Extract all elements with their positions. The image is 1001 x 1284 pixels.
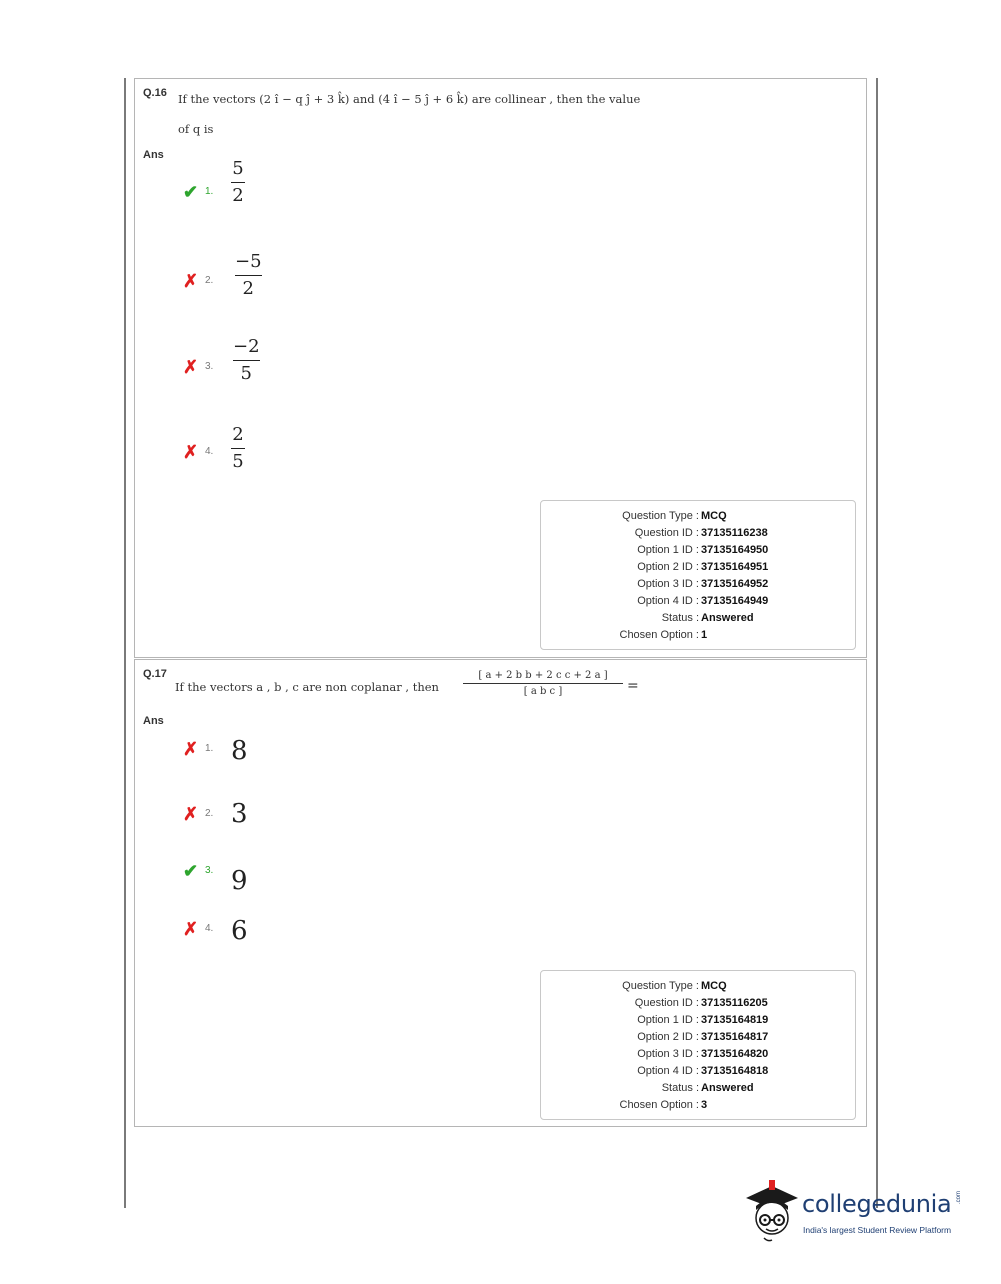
answer-label: Ans: [143, 715, 164, 727]
question-16-panel: [134, 78, 867, 658]
question-number: Q.17: [143, 668, 167, 680]
option-number: 1.: [205, 743, 214, 754]
fraction-denominator: [ a b c ]: [523, 686, 563, 697]
fraction-denominator: 2: [232, 185, 244, 206]
option-number: 3.: [205, 361, 214, 372]
info-row: Option 2 ID : 37135164817: [637, 1031, 769, 1043]
logo-tagline: India's largest Student Review Platform: [803, 1225, 952, 1235]
question-text: If the vectors a , b , c are non coplanar , then: [175, 680, 439, 694]
fraction-denominator: 2: [242, 278, 254, 299]
wrong-cross-icon: ✗: [183, 919, 199, 939]
fraction-bar: [231, 448, 245, 449]
option-value: 3: [231, 799, 248, 829]
info-row: Status : Answered: [661, 1082, 754, 1094]
collegedunia-logo: [742, 1176, 972, 1246]
option-number: 4.: [205, 446, 214, 457]
option-fraction: [231, 425, 245, 472]
info-row: Chosen Option : 1: [619, 629, 708, 641]
option-number: 2.: [205, 275, 214, 286]
question-info-box: [540, 970, 856, 1120]
info-row: Option 1 ID : 37135164950: [637, 544, 769, 556]
wrong-cross-icon: ✗: [183, 442, 199, 462]
info-row: Option 3 ID : 37135164952: [637, 578, 769, 590]
option-value: 8: [231, 736, 248, 766]
info-row: Option 3 ID : 37135164820: [637, 1048, 769, 1060]
option-number: 3.: [205, 865, 214, 876]
question-number: Q.16: [143, 87, 167, 99]
page-margin-line-right: [876, 78, 878, 1208]
fraction-bar: [233, 360, 260, 361]
page-margin-line-left: [124, 78, 126, 1208]
equals-sign: =: [627, 678, 639, 694]
option-number: 2.: [205, 808, 214, 819]
correct-check-icon: ✔: [183, 182, 199, 202]
info-row: Question Type : MCQ: [622, 510, 727, 522]
fraction-bar: [231, 182, 245, 183]
info-row: Option 4 ID : 37135164818: [637, 1065, 769, 1077]
wrong-cross-icon: ✗: [183, 739, 199, 759]
option-value: 9: [231, 866, 248, 896]
info-row: Question ID : 37135116238: [634, 527, 768, 539]
info-row: Option 1 ID : 37135164819: [637, 1014, 769, 1026]
info-row: Status : Answered: [661, 612, 754, 624]
info-row: Option 2 ID : 37135164951: [637, 561, 769, 573]
fraction-denominator: 5: [240, 363, 252, 384]
wrong-cross-icon: ✗: [183, 357, 199, 377]
logo-dotcom: .com: [956, 1190, 962, 1204]
fraction-numerator: −2: [233, 336, 260, 357]
question-17-panel: [134, 659, 867, 1127]
fraction-numerator: 2: [232, 424, 244, 445]
fraction-numerator: [ a + 2 b b + 2 c c + 2 a ]: [478, 670, 608, 681]
question-info-box: [540, 500, 856, 650]
fraction-numerator: 5: [232, 158, 244, 179]
question-text-line-2: of q is: [178, 122, 214, 136]
option-fraction: [235, 252, 262, 299]
info-row: Question Type : MCQ: [622, 980, 727, 992]
fraction-bar: [463, 683, 623, 684]
wrong-cross-icon: ✗: [183, 271, 199, 291]
fraction-numerator: −5: [235, 251, 262, 272]
option-fraction: [231, 159, 245, 206]
question-text-line-1: If the vectors (2 î − q ĵ + 3 k̂) and (4 î − 5 ĵ + 6 k̂) are collinear , then the value: [178, 92, 641, 106]
graduate-mascot-icon: [742, 1176, 802, 1246]
info-row: Chosen Option : 3: [619, 1099, 708, 1111]
fraction-bar: [235, 275, 262, 276]
question-fraction: [463, 670, 623, 697]
option-fraction: [233, 337, 260, 384]
option-number: 4.: [205, 923, 214, 934]
info-row: Question ID : 37135116205: [634, 997, 768, 1009]
fraction-denominator: 5: [232, 451, 244, 472]
correct-check-icon: ✔: [183, 861, 199, 881]
option-number: 1.: [205, 186, 214, 197]
info-row: Option 4 ID : 37135164949: [637, 595, 769, 607]
logo-name: collegedunia: [802, 1190, 952, 1218]
option-value: 6: [231, 916, 248, 946]
answer-label: Ans: [143, 149, 164, 161]
wrong-cross-icon: ✗: [183, 804, 199, 824]
